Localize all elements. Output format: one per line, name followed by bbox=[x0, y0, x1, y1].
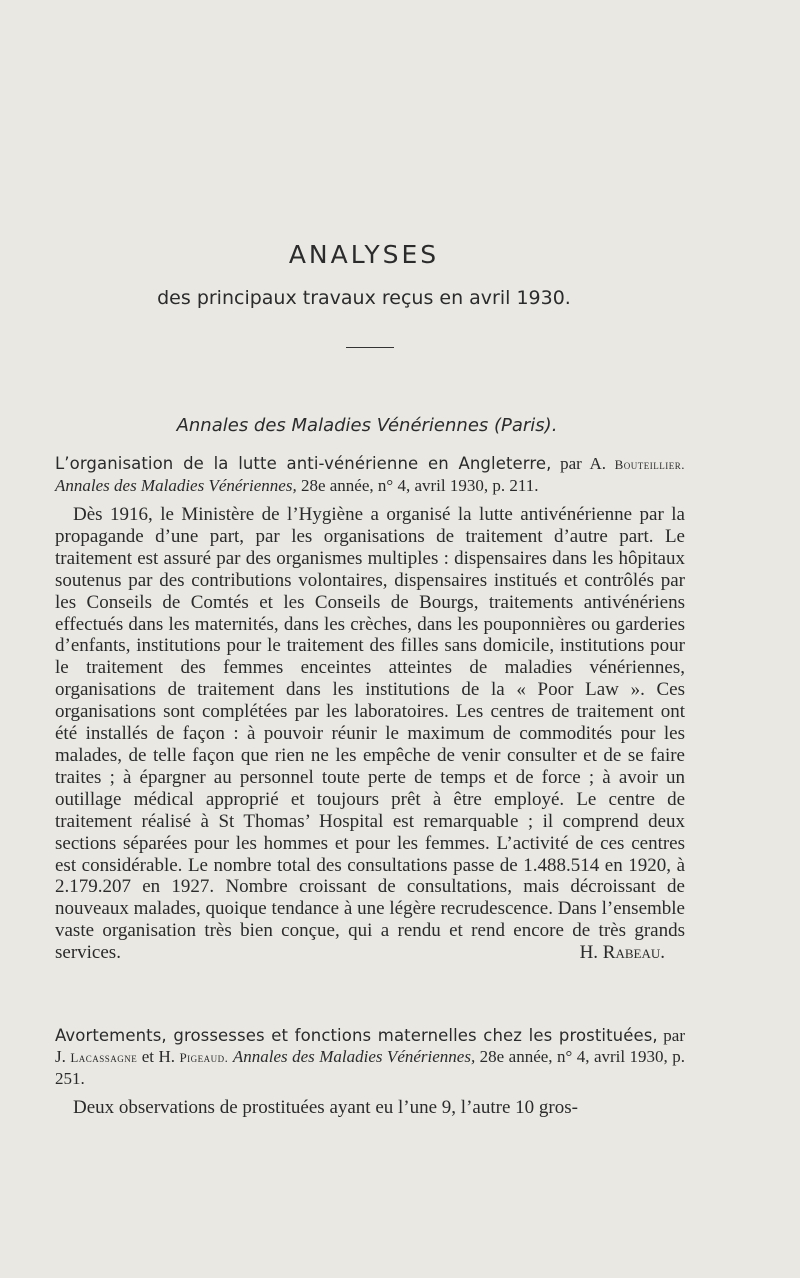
article-title: Avortements, grossesses et fonctions maternelles chez les prostituées, bbox=[55, 1026, 658, 1045]
article-heading bbox=[55, 1025, 685, 1089]
article-avortements bbox=[55, 1025, 685, 1119]
page-subtitle: des principaux travaux reçus en avril 1930. bbox=[157, 287, 571, 309]
article-body: Dès 1916, le Ministère de l’Hygiène a organisé la lutte antivénérienne par la propagande d’une part, par les organisations de traitement d’autre part. Le traitement est assuré par des organismes multiples : dispensaires dans les hôpitaux soutenus par des contributions volontaires, dispensaires institués et contrôlés par les Conseils de Comtés et les Conseils de Bourgs, traitements antivénériens effectués dans les maternités, dans les crèches, dans les pouponnières ou garderies d’enfants, institutions pour le traitement des filles sans domicile, institutions pour le traitement des femmes enceintes atteintes de maladies vénériennes, organisations de traitement dans les institutions de la « Poor Law ». Ces organisations sont complétées par les laboratoires. Les centres de traitement ont été installés de façon : à pouvoir réunir le maximum de commodités pour les malades, de telle façon que rien ne les empêche de venir consulter et de se faire traites ; à épargner au personnel toute perte de temps et de force ; à avoir un outillage médical approprié et toujours prêt à être employé. Le centre de traitement réalisé à St Thomas’ Hospital est remarquable ; il comprend deux sections séparées pour les hommes et pour les femmes. L’activité de ces centres est considérable. Le nombre total des consultations passe de 1.488.514 en 1920, à 2.179.207 en 1927. Nombre croissant de consultations, mais décroissant de nouveaux malades, quoique tendance à une légère recrudescence. Dans l’ensemble vaste organisation très bien conçue, qui a rendu et rend encore de très grands services. bbox=[55, 504, 685, 964]
section-divider bbox=[346, 347, 394, 348]
article-author: Bouteillier. bbox=[614, 457, 686, 472]
page-title: ANALYSES bbox=[288, 240, 440, 269]
journal-heading: Annales des Maladies Vénériennes (Paris). bbox=[176, 415, 558, 436]
article-heading bbox=[55, 453, 685, 496]
article-by: par A. bbox=[560, 454, 606, 473]
article-by: par J. bbox=[55, 1026, 685, 1066]
article-title: L’organisation de la lutte anti-vénérienne en Angleterre, bbox=[55, 454, 552, 473]
signature-text: H. Rabeau. bbox=[579, 942, 665, 964]
article-organisation-lutte bbox=[55, 453, 685, 964]
article-author: Lacassagne bbox=[70, 1050, 138, 1065]
article-coauthor: Pigeaud. bbox=[179, 1050, 229, 1065]
article-journal: Annales des Maladies Vénériennes, bbox=[232, 1047, 476, 1066]
article-body: Deux observations de prostituées ayant eu l’une 9, l’autre 10 gros- bbox=[73, 1097, 578, 1118]
article-and: et H. bbox=[141, 1047, 175, 1066]
article-reference: 28e année, n° 4, avril 1930, p. 211. bbox=[300, 476, 539, 495]
article-signature bbox=[55, 942, 685, 964]
article-reference: 28e année, n° 4, avril 1930, p. 251. bbox=[55, 1047, 686, 1088]
article-journal: Annales des Maladies Vénériennes, bbox=[55, 476, 297, 495]
